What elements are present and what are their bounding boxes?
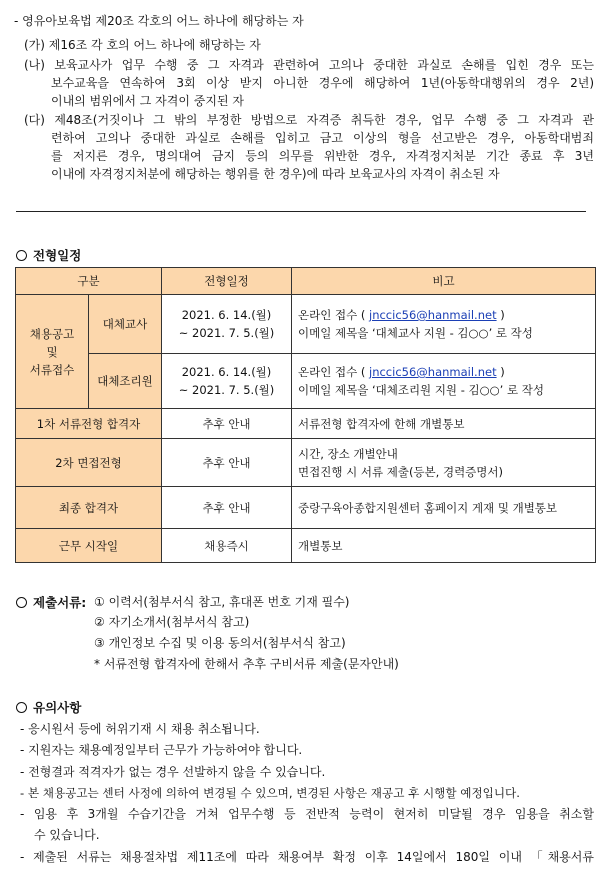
note-item: - 제출된 서류는 채용절차법 제11조에 따라 채용여부 확정 이후 14일에서 180일 이내 「채용서류 [20, 850, 594, 864]
clause-da-line1: (다) 제48조(거짓이나 그 밖의 부정한 방법으로 자격증 취득한 경우, 업무 수행 중 그 자격과 관 [24, 113, 594, 127]
row-label-start-date: 근무 시작일 [16, 529, 162, 563]
section-divider [16, 211, 586, 212]
email-link[interactable]: jnccic56@hanmail.net [369, 308, 497, 322]
note-item: - 지원자는 채용예정일부터 근무가 가능하여야 합니다. [20, 743, 303, 757]
table-row [16, 354, 596, 409]
note-cell: 온라인 접수 ( jnccic56@hanmail.net ) 이메일 제목을 ‘대체교사 지원 - 김○○’ 로 작성 [292, 295, 596, 354]
table-row [16, 295, 596, 354]
note-item: - 임용 후 3개월 수습기간을 거쳐 업무수행 등 전반적 능력이 현저히 미달될 경우 임용을 취소할 [20, 807, 594, 821]
document-item: ② 자기소개서(첨부서식 참고) [94, 615, 250, 629]
date-cell: 추후 안내 [162, 409, 292, 439]
note-cell: 온라인 접수 ( jnccic56@hanmail.net ) 이메일 제목을 ‘대체조리원 지원 - 김○○’ 로 작성 [292, 354, 596, 409]
note-cell: 시간, 장소 개별안내 면접진행 시 서류 제출(등본, 경력증명서) [292, 439, 596, 487]
row-label-posting: 채용공고 및 서류접수 [16, 295, 89, 409]
header-date: 전형일정 [162, 268, 292, 295]
email-link[interactable]: jnccic56@hanmail.net [369, 365, 497, 379]
notes-heading: 유의사항 [16, 698, 81, 716]
circle-bullet-icon [16, 702, 27, 713]
table-header-row [16, 268, 596, 295]
header-note: 비고 [292, 268, 596, 295]
schedule-table [15, 267, 596, 563]
date-cell: 2021. 6. 14.(월) ~ 2021. 7. 5.(월) [162, 354, 292, 409]
sub-label-substitute-teacher: 대체교사 [89, 295, 162, 354]
table-row [16, 439, 596, 487]
header-gubun: 구분 [16, 268, 162, 295]
table-row [16, 409, 596, 439]
note-item-continuation: 수 있습니다. [34, 828, 100, 842]
note-item: - 본 채용공고는 센터 사정에 의하여 변경될 수 있으며, 변경된 사항은 재공고 후 시행할 예정입니다. [20, 786, 520, 800]
document-item: ① 이력서(첨부서식 참고, 휴대폰 번호 기재 필수) [94, 595, 350, 609]
date-cell: 2021. 6. 14.(월) ~ 2021. 7. 5.(월) [162, 295, 292, 354]
note-cell: 중랑구육아종합지원센터 홈페이지 게재 및 개별통보 [292, 487, 596, 529]
date-cell: 채용즉시 [162, 529, 292, 563]
table-row [16, 487, 596, 529]
clause-na-line1: (나) 보육교사가 업무 수행 중 그 자격과 관련하여 고의나 중대한 과실로 손해를 입힌 경우 또는 [24, 58, 594, 72]
note-item: - 전형결과 적격자가 없는 경우 선발하지 않을 수 있습니다. [20, 765, 326, 779]
document-note: * 서류전형 합격자에 한해서 추후 구비서류 제출(문자안내) [94, 657, 399, 671]
row-label-interview: 2차 면접전형 [16, 439, 162, 487]
row-label-first-pass: 1차 서류전형 합격자 [16, 409, 162, 439]
disqualification-intro: - 영유아보육법 제20조 각호의 어느 하나에 해당하는 자 [14, 14, 304, 28]
document-item: ③ 개인정보 수집 및 이용 동의서(첨부서식 참고) [94, 636, 346, 650]
table-row [16, 529, 596, 563]
date-cell: 추후 안내 [162, 439, 292, 487]
clause-na-line2: 보수교육을 연속하여 3회 이상 받지 아니한 경우에 해당하여 1년(아동학대행위의 경우 2년) [51, 76, 594, 90]
clause-na-line3: 이내의 범위에서 그 자격이 중지된 자 [51, 94, 244, 108]
sub-label-substitute-cook: 대체조리원 [89, 354, 162, 409]
circle-bullet-icon [16, 250, 27, 261]
note-cell: 개별통보 [292, 529, 596, 563]
date-cell: 추후 안내 [162, 487, 292, 529]
row-label-final: 최종 합격자 [16, 487, 162, 529]
clause-da-line4: 이내에 자격정지처분에 해당하는 행위를 한 경우)에 따라 보육교사의 자격이 취소된 자 [51, 167, 500, 181]
documents-heading: 제출서류: [16, 593, 86, 611]
note-cell: 서류전형 합격자에 한해 개별통보 [292, 409, 596, 439]
note-item: - 응시원서 등에 허위기재 시 채용 취소됩니다. [20, 722, 260, 736]
clause-da-line2: 련하여 고의나 중대한 과실로 손해를 입히고 금고 이상의 형을 선고받은 경우, 아동학대범죄 [51, 131, 594, 145]
circle-bullet-icon [16, 597, 27, 608]
clause-da-line3: 를 저지른 경우, 명의대여 금지 등의 의무를 위반한 경우, 자격정지처분 기간 종료 후 3년 [51, 149, 594, 163]
clause-ga: (가) 제16조 각 호의 어느 하나에 해당하는 자 [24, 38, 261, 52]
schedule-heading: 전형일정 [16, 246, 81, 264]
